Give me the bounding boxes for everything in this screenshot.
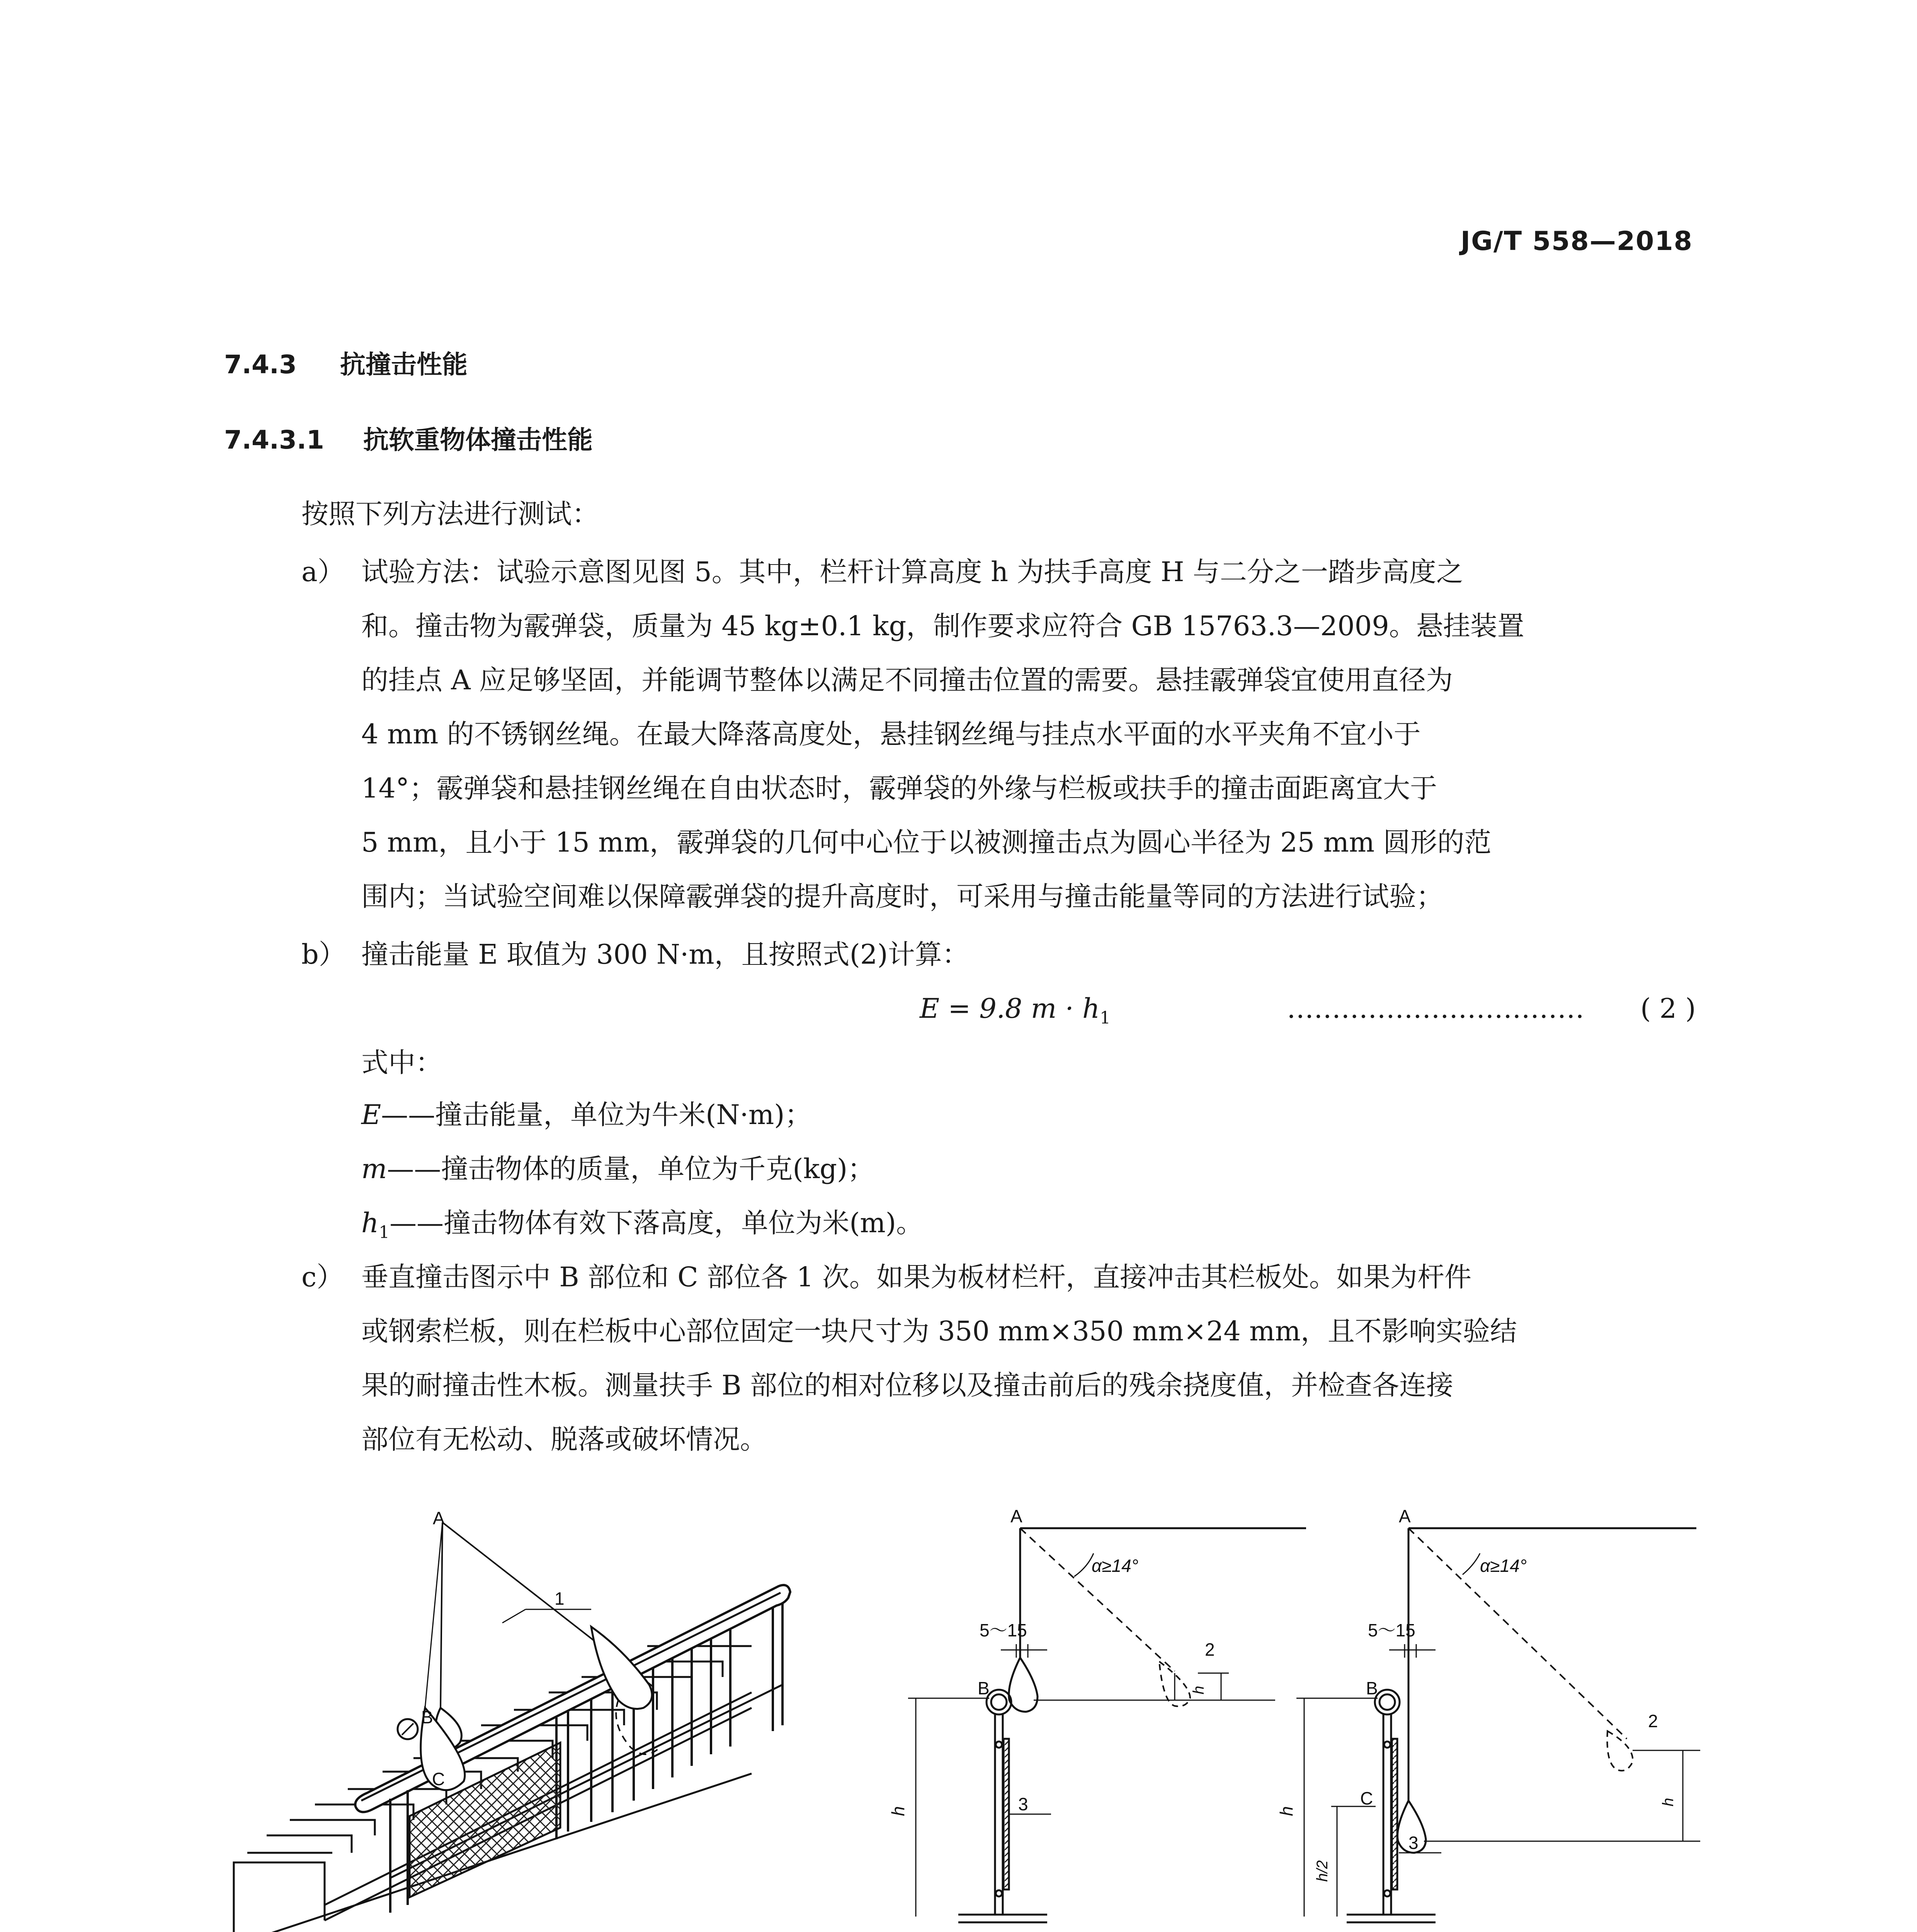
item-c-label: c） — [301, 1261, 344, 1293]
h-dimension-label: h — [1276, 1806, 1296, 1816]
definition-text: ——撞击物体有效下落高度，单位为米(m)。 — [390, 1207, 924, 1239]
label-B: B — [421, 1707, 433, 1727]
definition-row — [361, 1142, 1714, 1196]
impact-board — [1392, 1739, 1397, 1889]
h1-dimension-label: h — [1660, 1798, 1677, 1806]
h1-dimension-label: h — [1190, 1685, 1207, 1694]
section-title: 抗软重物体撞击性能 — [363, 425, 593, 455]
item-c-line: 或钢索栏板，则在栏板中心部位固定一块尺寸为 350 mm×350 mm×24 mm，且不影响实验结 — [361, 1315, 1517, 1347]
label-B: B — [978, 1678, 990, 1698]
standard-code: JG/T 558—2018 — [1460, 226, 1693, 257]
item-c-body — [361, 1250, 1714, 1466]
definition-symbol: h — [361, 1207, 379, 1239]
section-number: 7.4.3 — [224, 350, 297, 379]
gap-dimension: 5～15 — [980, 1620, 1027, 1640]
angle-label: α≥14° — [1480, 1556, 1527, 1576]
formula-leader-dots: …………………………… — [1287, 993, 1584, 1024]
item-a-line: 围内；当试验空间难以保障霰弹袋的提升高度时，可采用与撞击能量等同的方法进行试验； — [361, 881, 1443, 912]
item-a-label: a） — [301, 556, 345, 588]
side-view-impact-C — [1296, 1528, 1700, 1932]
item-b-label: b） — [301, 939, 346, 970]
label-3: 3 — [1018, 1794, 1028, 1814]
formula-text: E = 9.8 m · h — [920, 993, 1100, 1024]
label-C: C — [1360, 1788, 1373, 1808]
item-a-line: 试验方法：试验示意图见图 5。其中，栏杆计算高度 h 为扶手高度 H 与二分之一踏步高度之 — [361, 556, 1463, 588]
gap-dimension: 5～15 — [1368, 1620, 1415, 1640]
formula-subscript: 1 — [1100, 1008, 1111, 1028]
definition-symbol: m — [361, 1153, 387, 1185]
impactor-bag-raised — [1607, 1731, 1633, 1771]
intro-text: 按照下列方法进行测试： — [301, 498, 599, 530]
definition-text: ——撞击物体的质量，单位为千克(kg)； — [387, 1153, 875, 1185]
h-half-dimension-label: h/2 — [1314, 1860, 1331, 1882]
item-a-line: 14°；霰弹袋和悬挂钢丝绳在自由状态时，霰弹袋的外缘与栏板或扶手的撞击面距离宜大于 — [361, 772, 1437, 804]
side-view-impact-B — [908, 1528, 1306, 1932]
section-7-4-3-1-heading — [224, 419, 593, 456]
definition-text: ——撞击能量，单位为牛米(N·m)； — [381, 1099, 812, 1131]
item-a-line: 4 mm 的不锈钢丝绳。在最大降落高度处，悬挂钢丝绳与挂点水平面的水平夹角不宜小于 — [361, 718, 1421, 750]
item-a-line: 的挂点 A 应足够坚固，并能调节整体以满足不同撞击位置的需要。悬挂霰弹袋宜使用直径为 — [361, 664, 1453, 696]
item-c-line: 部位有无松动、脱落或破坏情况。 — [361, 1423, 767, 1455]
item-b-line: 撞击能量 E 取值为 300 N·m，且按照式(2)计算： — [361, 939, 969, 970]
label-2: 2 — [1648, 1711, 1658, 1731]
formula-definitions — [361, 1088, 1714, 1260]
h-dimension-label: h — [888, 1806, 908, 1816]
label-A: A — [433, 1508, 445, 1528]
stair-railing-perspective — [234, 1522, 790, 1932]
label-A: A — [1399, 1506, 1411, 1526]
section-7-4-3-heading — [224, 344, 468, 381]
item-a-body — [361, 545, 1714, 923]
label-B: B — [1366, 1678, 1378, 1698]
definition-symbol: E — [361, 1099, 381, 1131]
steel-wire-rope — [441, 1522, 442, 1710]
label-2: 2 — [1205, 1639, 1215, 1660]
label-1: 1 — [555, 1588, 565, 1609]
figure-5-diagram — [232, 1492, 1739, 1932]
impactor-bag-hanging — [1009, 1658, 1038, 1712]
formula-number: ( 2 ) — [1640, 993, 1696, 1024]
item-a-line: 5 mm，且小于 15 mm，霰弹袋的几何中心位于以被测撞击点为圆心半径为 25 mm 圆形的范 — [361, 827, 1492, 858]
item-a-line: 和。撞击物为霰弹袋，质量为 45 kg±0.1 kg，制作要求应符合 GB 15763.3—2009。悬挂装置 — [361, 610, 1524, 642]
section-title: 抗撞击性能 — [340, 350, 468, 379]
definition-subscript: 1 — [379, 1223, 390, 1242]
item-c-line: 垂直撞击图示中 B 部位和 C 部位各 1 次。如果为板材栏杆，直接冲击其栏板处。如果为杆件 — [361, 1261, 1472, 1293]
definition-row — [361, 1088, 1714, 1142]
impact-board — [1004, 1739, 1009, 1889]
handrail — [355, 1585, 790, 1812]
section-number: 7.4.3.1 — [224, 425, 324, 455]
angle-label: α≥14° — [1092, 1556, 1139, 1576]
item-c-line: 果的耐撞击性木板。测量扶手 B 部位的相对位移以及撞击前后的残余挠度值，并检查各连接 — [361, 1369, 1453, 1401]
label-C: C — [432, 1769, 445, 1789]
label-3: 3 — [1408, 1833, 1419, 1853]
formula-where: 式中： — [361, 1047, 442, 1078]
label-A: A — [1010, 1506, 1022, 1526]
